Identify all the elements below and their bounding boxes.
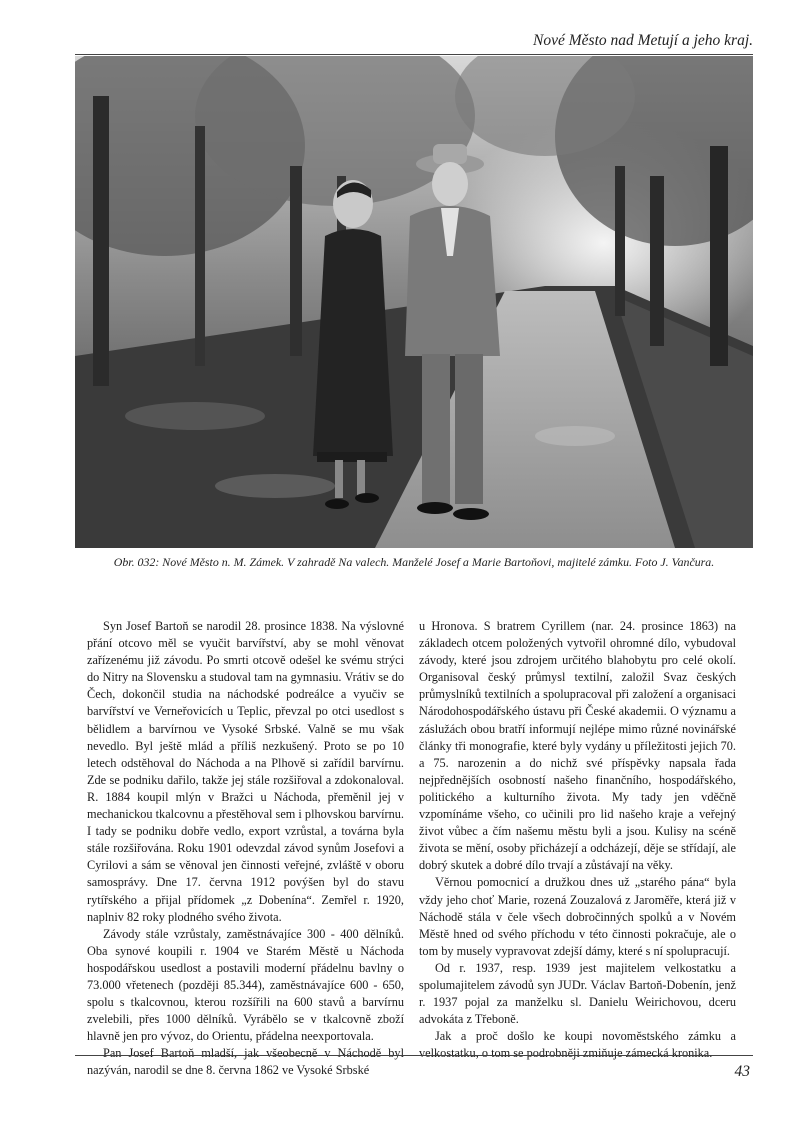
paragraph: u Hronova. S bratrem Cyrillem (nar. 24. prosince 1863) na základech otcem položených vytvořil ohromné dílo, vybudoval závody, které jsou zdrojem určitého blahobytu pro celé okolí. Organisoval český průmysl textilní, založil Svaz českých průmyslníků textilních a spolupracoval při založení a organisaci Národohospodářského ústavu při České akademii. O významu a záslužách obou bratří informují nejlépe mimo různé novinářské články tři monografie, které byly vydány u příležitosti jejich 70. a 75. narozenin a do nichž své příspěvky napsala řada nejpřednějších osobností našeho finančního, hospodářského, politického a kulturního života. My tady jen vděčně vzpomínáme všeho, co učinili pro lid našeho kraje a veřejný život vůbec a čím našemu městu byli a jsou. Kulisy na scéně života se mění, osoby přicházejí a odcházejí, děje se střídají, ale dobrý skutek a dobré dílo trvají a zůstávají na věky. — [419, 619, 736, 873]
paragraph: Věrnou pomocnicí a družkou dnes už „starého pána“ byla vždy jeho choť Marie, rozená Zouzalová z Jaroměře, která již v Náchodě stála v čele všech dobročinných spolků a v Novém Městě hned od svého příchodu v této činnosti pokračuje, ale o tom by musely vypravovat zdejší dámy, které s ní spolupracují. — [419, 875, 736, 958]
photograph — [75, 56, 753, 548]
photo-caption: Obr. 032: Nové Město n. M. Zámek. V zahradě Na valech. Manželé Josef a Marie Bartoňovi, majitelé zámku. Foto J. Vančura. — [113, 555, 715, 569]
paragraph: Jak a proč došlo ke koupi novoměstského zámku a velkostatku, o tom se podrobněji zmiňuje zámecká kronika. — [419, 1029, 736, 1061]
running-header-title: Nové Město nad Metují a jeho kraj. — [533, 32, 753, 49]
text-column-right — [419, 618, 736, 1062]
header-rule — [75, 54, 753, 55]
paragraph: Závody stále vzrůstaly, zaměstnávajíce 300 - 400 dělníků. Oba synové koupili r. 1904 ve Starém Městě u Náchoda hospodářskou usedlost a postavili moderní přádelnu bavlny o 73.000 vřetenech (později 85.344), zaměstnávajíce 600 - 650, spolu s tkalcovnou, kterou rozšířili na 600 stavů a barvírnu zvelebili, přes 1000 dělníků. Vyrábělo se v tkalcovně zboží hlavně jen pro vývoz, do Orientu, přádelna neexportovala. — [87, 926, 404, 1044]
text-column-left — [87, 618, 404, 1080]
paragraph: Od r. 1937, resp. 1939 jest majitelem velkostatku a spolumajitelem závodů syn JUDr. Václav Bartoň-Dobenín, jenž r. 1937 pojal za manželku sl. Danielu Weirichovou, dceru advokáta z Třeboně. — [419, 960, 736, 1027]
page-number: 43 — [734, 1063, 750, 1080]
photo-illustration — [75, 56, 753, 548]
paragraph: Syn Josef Bartoň se narodil 28. prosince 1838. Na výslovné přání otcovo měl se vyučit barvířství, aby se mohl věnovat zařízenému již závodu. Po smrti otcově odešel ke svému strýci do Nitry na Slovensku a studoval tam na gymnasiu. Vrátiv se do Čech, dokončil studia na náchodské podreálce a vyučiv se barvířství ve Verneřovicích u Teplic, převzal po otci usedlost s bělidlem a barvírnou ve Vysoké Srbské. Valně se mu však nevedlo. Byl ještě mlád a příliš nezkušený. Proto se po 10 letech odstěhoval do Náchoda a na Plhově si zařídil barvírnu. Zde se podniku dařilo, takže jej stále rozšiřoval a zdokonaloval. R. 1884 koupil mlýn v Bražci u Náchoda, přeměnil jej v mechanickou tkalcovnu a přestěhoval sem i plhovskou barvírnu. I tady se podniku dobře vedlo, export vzrůstal, a továrna byla stále rozšiřována. Roku 1901 odevzdal závod synům Josefovi a Cyrilovi a sám se věnoval jen činnosti veřejné, zvláště v oboru samosprávy. Dne 17. června 1912 povýšen byl do stavu rytířského a přijal přídomek „z Dobenína“. Zemřel r. 1920, naplniv 82 roky plodného svého života. — [87, 619, 404, 924]
paragraph: Pan Josef Bartoň mladší, jak všeobecně v Náchodě byl nazýván, narodil se dne 8. června 1862 ve Vysoké Srbské — [87, 1046, 404, 1078]
footer-rule — [75, 1055, 753, 1056]
